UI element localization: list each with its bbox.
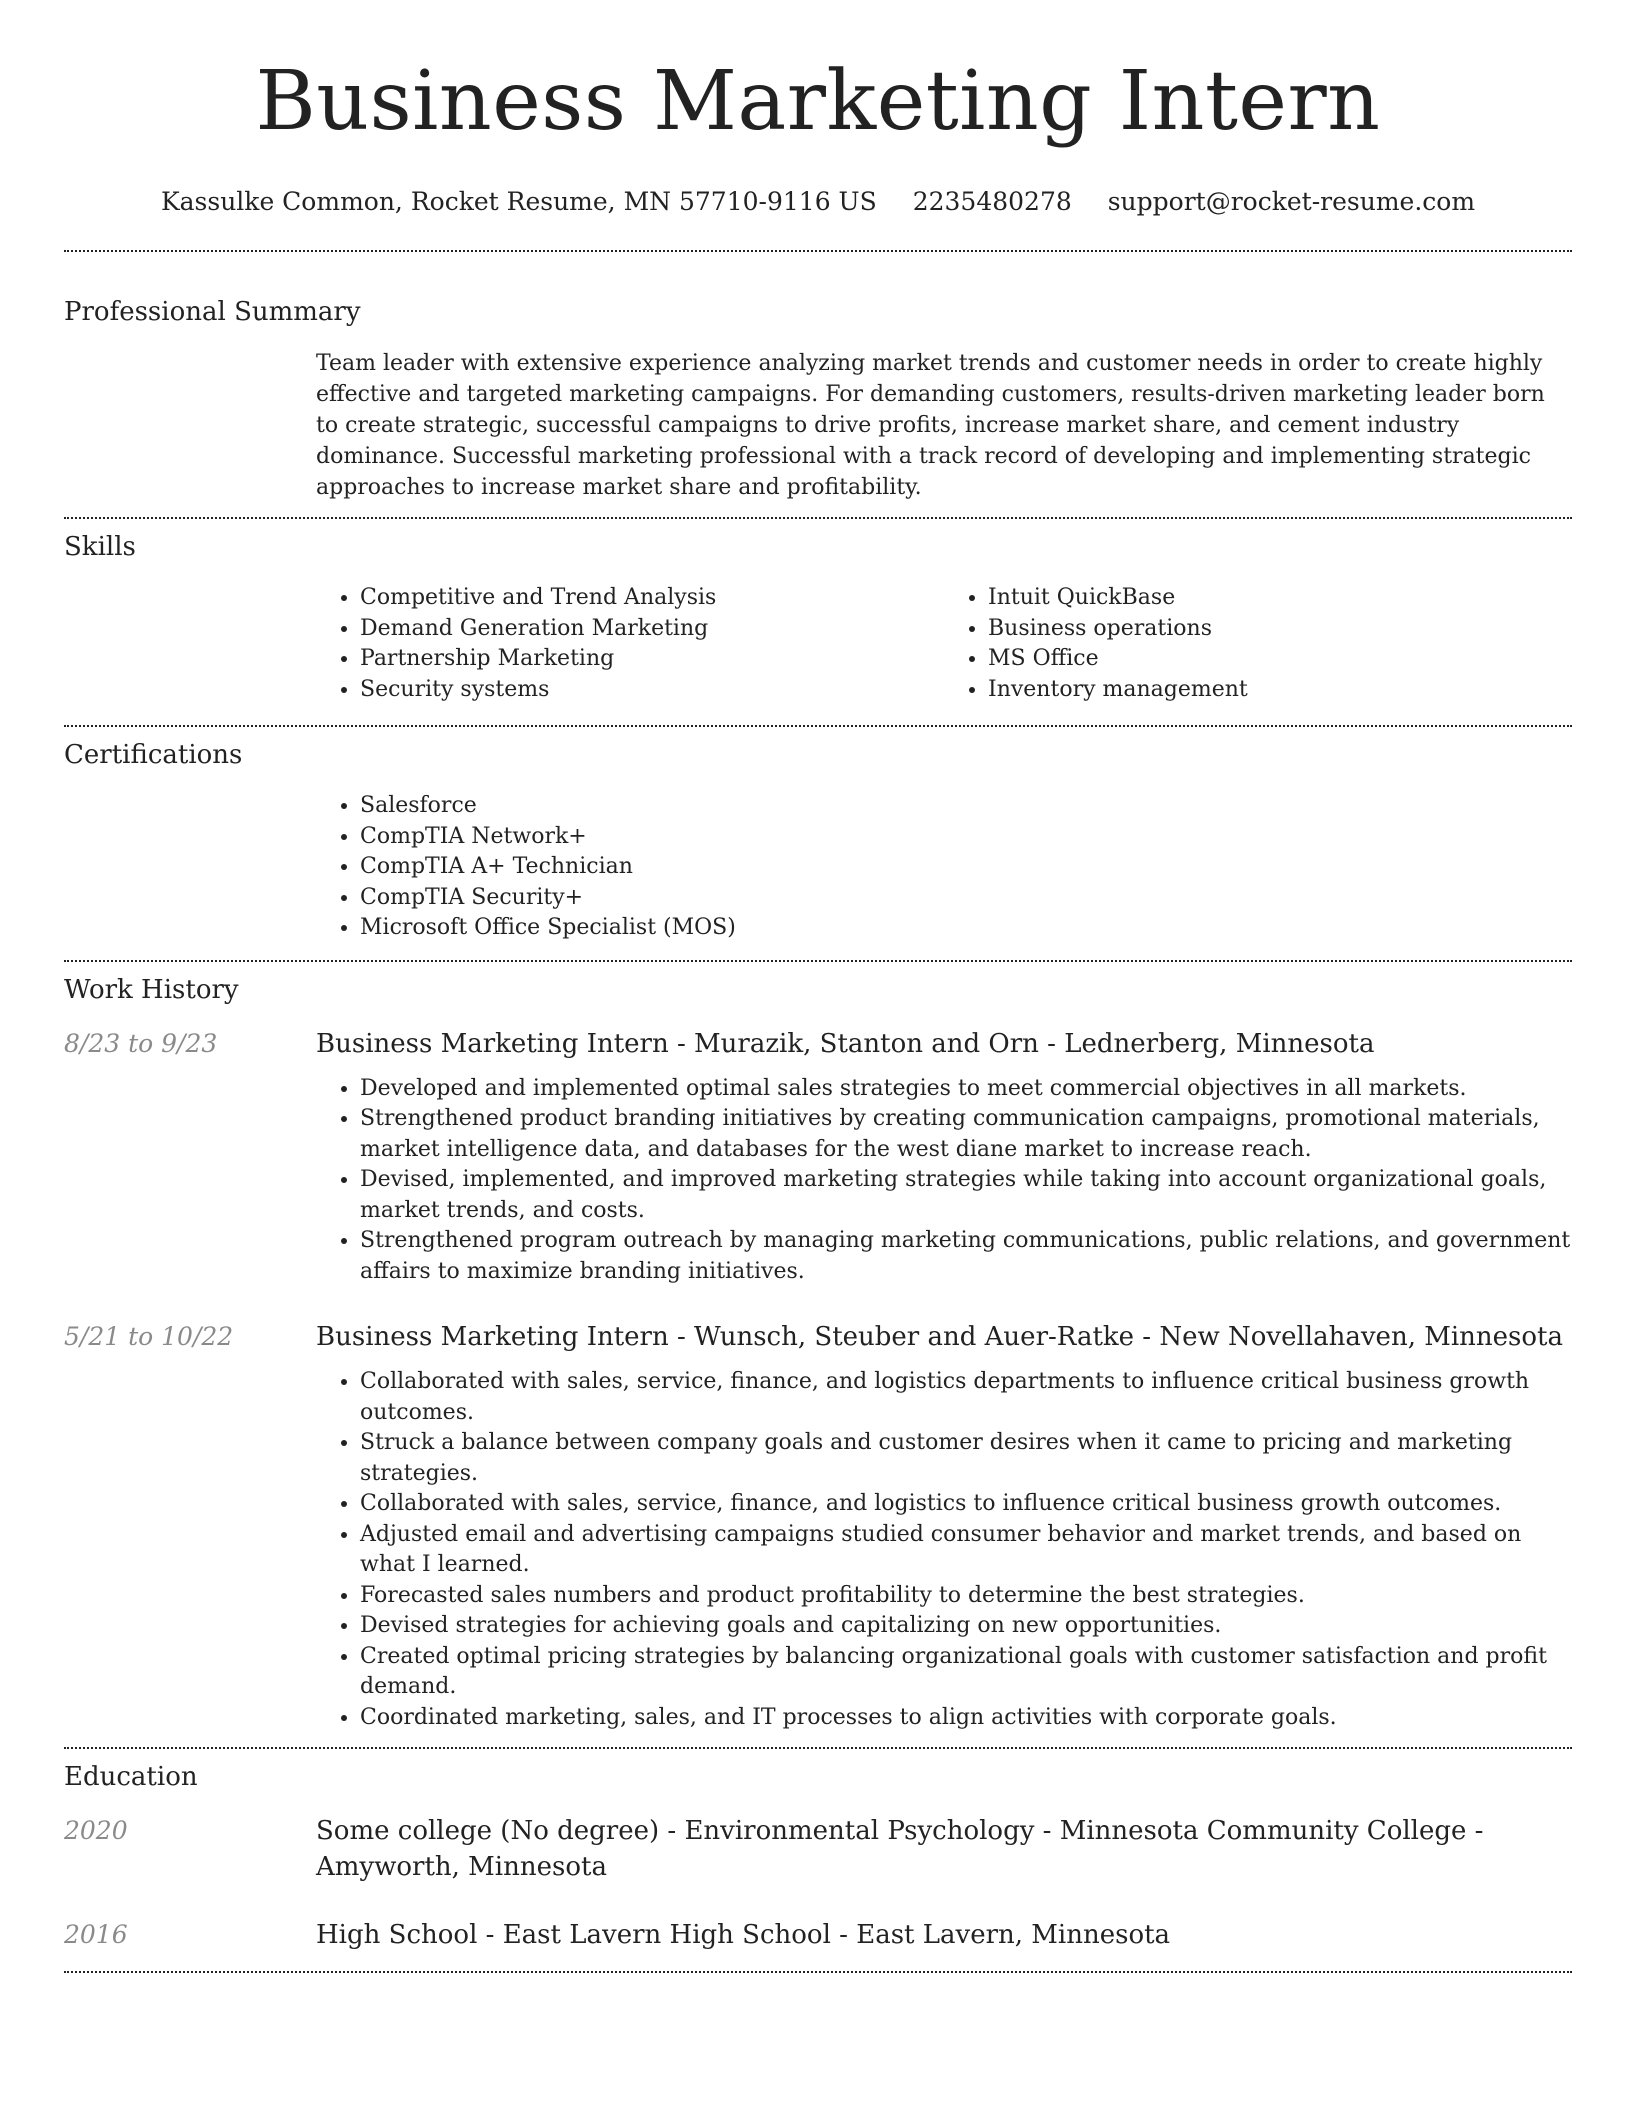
job-bullet: • Devised, implemented, and improved marketing strategies while taking into account organizational goals, market trends, and costs. <box>360 1165 1572 1226</box>
skill-item: • Partnership Marketing <box>360 644 944 675</box>
summary-section <box>64 296 1572 503</box>
job-title <box>316 1026 1572 1062</box>
education-details: - Minnesota Community College - Amyworth, Minnesota <box>316 1816 1484 1882</box>
job-bullet: • Collaborated with sales, service, finance, and logistics to influence critical business growth outcomes. <box>360 1489 1572 1520</box>
contact-line <box>64 186 1572 218</box>
job-dates: 5/21 to 10/22 <box>64 1322 234 1351</box>
skills-heading: Skills <box>64 532 136 562</box>
skills-columns <box>316 583 1572 705</box>
resume-page <box>64 0 1572 1973</box>
job-bullets <box>316 1367 1572 1733</box>
certifications-list <box>316 791 1572 944</box>
job-dates: 8/23 to 9/23 <box>64 1028 218 1058</box>
education-title <box>316 1813 1572 1885</box>
certification-item: • CompTIA Security+ <box>360 883 1572 914</box>
skill-item: • Intuit QuickBase <box>988 583 1572 614</box>
skills-section <box>64 531 1572 705</box>
education-section <box>64 1761 1572 1953</box>
job-bullets <box>316 1074 1572 1288</box>
work-heading: Work History <box>64 974 239 1005</box>
education-year: 2016 <box>64 1920 128 1949</box>
education-entry <box>64 1917 1572 1953</box>
skill-item: • Inventory management <box>988 675 1572 706</box>
divider <box>64 1747 1572 1749</box>
job-bullet: • Adjusted email and advertising campaigns studied consumer behavior and market trends, and based on what I learned. <box>360 1520 1572 1581</box>
education-heading: Education <box>64 1762 198 1792</box>
certification-item: • Salesforce <box>360 791 1572 822</box>
job-bullet: • Coordinated marketing, sales, and IT processes to align activities with corporate goals. <box>360 1703 1572 1734</box>
summary-text: Team leader with extensive experience analyzing market trends and customer needs in order to create highly effective and targeted marketing campaigns. For demanding customers, results-driven marketing leader born to create strategic, successful campaigns to drive profits, increase market share, and cement industry dominance. Successful marketing professional with a track record of developing and implementing strategic approaches to increase market share and profitability. <box>316 351 1545 500</box>
job-bullet: • Collaborated with sales, service, finance, and logistics departments to influence critical business growth outcomes. <box>360 1367 1572 1428</box>
skill-item: • Security systems <box>360 675 944 706</box>
certification-item: • CompTIA A+ Technician <box>360 852 1572 883</box>
job-bullet: • Strengthened program outreach by managing marketing communications, public relations, and government affairs to maximize branding initiatives. <box>360 1226 1572 1287</box>
job-bullet: • Created optimal pricing strategies by balancing organizational goals with customer satisfaction and profit demand. <box>360 1642 1572 1703</box>
skills-list-right <box>944 583 1572 705</box>
education-details: - East Lavern High School - East Lavern, Minnesota <box>477 1920 1171 1950</box>
divider <box>64 250 1572 252</box>
job-bullet: • Strengthened product branding initiatives by creating communication campaigns, promotional materials, market intelligence data, and databases for the west diane market to increase reach. <box>360 1104 1572 1165</box>
education-title <box>316 1917 1572 1953</box>
divider <box>64 1971 1572 1973</box>
job-bullet: • Struck a balance between company goals and customer desires when it came to pricing and marketing strategies. <box>360 1428 1572 1489</box>
skill-item: • MS Office <box>988 644 1572 675</box>
job-details: - Murazik, Stanton and Orn - Lednerberg, Minnesota <box>668 1028 1375 1059</box>
contact-address: Kassulke Common, Rocket Resume, MN 57710-9116 US <box>160 187 877 216</box>
certification-item: • CompTIA Network+ <box>360 822 1572 853</box>
divider <box>64 960 1572 962</box>
job-role: Business Marketing Intern <box>316 1028 669 1059</box>
job-bullet: • Devised strategies for achieving goals and capitalizing on new opportunities. <box>360 1611 1572 1642</box>
job-role: Business Marketing Intern <box>316 1322 669 1352</box>
job-content <box>316 1319 1572 1733</box>
contact-email: support@rocket-resume.com <box>1107 187 1476 216</box>
divider <box>64 725 1572 727</box>
certification-item: • Microsoft Office Specialist (MOS) <box>360 913 1572 944</box>
job-title <box>316 1319 1572 1355</box>
job-entry <box>64 1026 1572 1288</box>
work-section <box>64 974 1572 1734</box>
education-year: 2020 <box>64 1816 128 1845</box>
resume-header <box>64 54 1572 218</box>
job-content <box>316 1026 1572 1288</box>
job-bullet: • Forecasted sales numbers and product profitability to determine the best strategies. <box>360 1581 1572 1612</box>
job-details: - Wunsch, Steuber and Auer-Ratke - New Novellahaven, Minnesota <box>668 1322 1563 1352</box>
certifications-heading: Certifications <box>64 740 243 770</box>
skill-item: • Demand Generation Marketing <box>360 614 944 645</box>
job-entry <box>64 1319 1572 1733</box>
summary-heading: Professional Summary <box>64 297 361 327</box>
education-entry <box>64 1813 1572 1885</box>
education-degree: High School <box>316 1920 478 1950</box>
skills-list-left <box>316 583 944 705</box>
job-bullet: • Developed and implemented optimal sales strategies to meet commercial objectives in all markets. <box>360 1074 1572 1105</box>
contact-phone: 2235480278 <box>912 187 1072 216</box>
skill-item: • Business operations <box>988 614 1572 645</box>
certifications-list-wrap <box>316 791 1572 944</box>
certifications-section <box>64 739 1572 944</box>
skill-item: • Competitive and Trend Analysis <box>360 583 944 614</box>
candidate-name: Business Marketing Intern <box>255 54 1381 149</box>
education-degree: Some college (No degree) - Environmental Psychology <box>316 1816 1035 1846</box>
divider <box>64 517 1572 519</box>
